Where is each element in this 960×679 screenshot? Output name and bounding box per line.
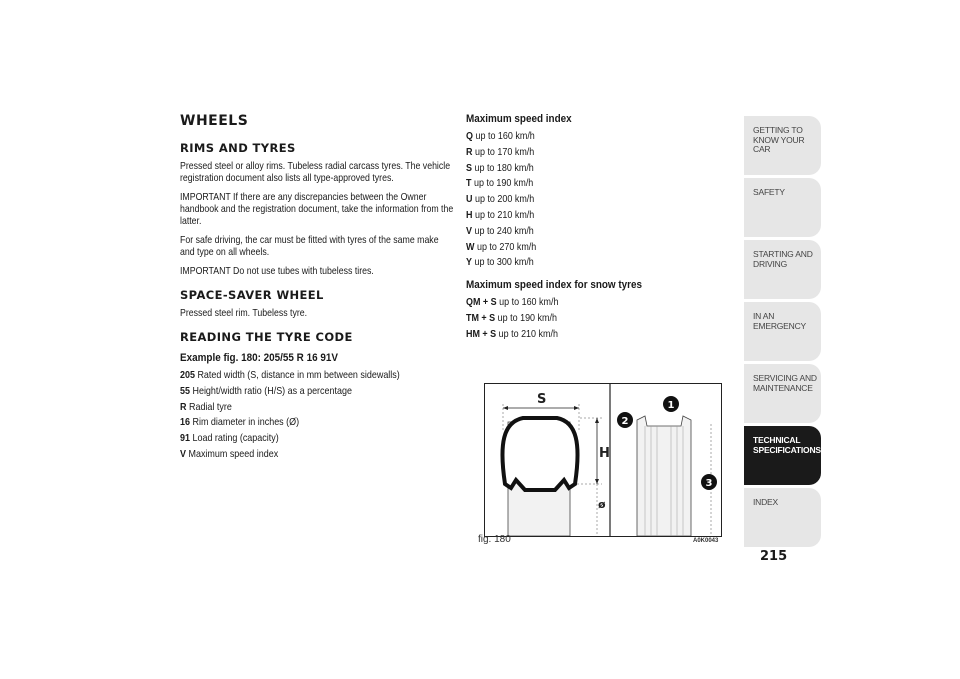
tyre-code-key: V	[180, 448, 186, 460]
figure-caption: fig. 180	[478, 534, 511, 545]
speed-index-key: R	[466, 146, 473, 158]
snow-speed-list	[466, 295, 716, 342]
speed-index-list	[466, 129, 716, 271]
snow-speed-row	[466, 327, 686, 343]
snow-speed-key: TM + S	[466, 312, 496, 324]
speed-index-row	[466, 224, 686, 240]
tyre-section	[502, 418, 577, 490]
tyre-code-heading: READING THE TYRE CODE	[180, 330, 353, 344]
rims-paragraph-4: IMPORTANT Do not use tubes with tubeless tires.	[180, 266, 374, 277]
rims-paragraph-1: Pressed steel or alloy rims. Tubeless radial carcass tyres. The vehicle registration document also lists all type-approved tyres.	[180, 161, 451, 184]
tyre-code-value: Rated width (S, distance in mm between sidewalls)	[197, 370, 400, 381]
tyre-code-row	[180, 431, 422, 447]
tyre-code-key: 55	[180, 385, 190, 397]
chapter-tab[interactable]: IN AN EMERGENCY	[744, 302, 821, 361]
speed-index-value: up to 180 km/h	[474, 162, 534, 174]
tyre-code-key: 91	[180, 433, 190, 445]
speed-index-key: V	[466, 225, 472, 237]
speed-index-value: up to 170 km/h	[474, 146, 535, 158]
speed-index-row	[466, 192, 686, 208]
svg-text:1: 1	[667, 400, 675, 411]
speed-index-value: up to 160 km/h	[475, 131, 535, 142]
section-title: WHEELS	[180, 113, 249, 129]
speed-index-value: up to 190 km/h	[473, 178, 534, 190]
snow-speed-value: up to 160 km/h	[499, 297, 559, 309]
speed-index-key: W	[466, 241, 475, 253]
svg-text:2: 2	[621, 416, 629, 427]
rims-paragraph-3: For safe driving, the car must be fitted with tyres of the same make and type on all wheels.	[180, 235, 439, 258]
tyre-code-key: R	[180, 401, 187, 413]
height-label: H	[599, 446, 610, 461]
tyre-diagram-svg	[485, 384, 721, 536]
rims-paragraph-2: IMPORTANT If there are any discrepancies between the Owner handbook and the registration document, take the information from the latter.	[180, 192, 454, 227]
chapter-tabs	[744, 116, 821, 550]
speed-index-key: Y	[466, 257, 472, 269]
tyre-code-value: Rim diameter in inches (Ø)	[192, 417, 300, 429]
speed-index-value: up to 300 km/h	[474, 257, 534, 269]
tyre-code-value: Height/width ratio (H/S) as a percentage	[192, 385, 352, 397]
spare-heading: SPACE-SAVER WHEEL	[180, 288, 324, 302]
left-column	[180, 113, 455, 463]
speed-index-row	[466, 161, 686, 177]
snow-speed-row	[466, 311, 686, 327]
width-label: S	[537, 392, 547, 407]
right-column	[466, 113, 716, 343]
speed-index-row	[466, 255, 686, 271]
speed-index-key: Q	[466, 131, 473, 142]
tyre-code-row	[180, 415, 422, 431]
speed-index-value: up to 210 km/h	[474, 209, 535, 221]
snow-speed-heading: Maximum speed index for snow tyres	[466, 279, 643, 292]
chapter-tab[interactable]: GETTING TO KNOW YOUR CAR	[744, 116, 821, 175]
chapter-tab[interactable]: TECHNICAL SPECIFICATIONS	[744, 426, 821, 485]
spare-paragraph: Pressed steel rim. Tubeless tyre.	[180, 308, 308, 319]
tyre-code-value: Load rating (capacity)	[192, 433, 279, 445]
snow-speed-key: QM + S	[466, 297, 497, 309]
speed-index-row	[466, 129, 686, 145]
tyre-code-key: 205	[180, 370, 195, 381]
svg-text:3: 3	[705, 478, 713, 489]
snow-speed-value: up to 190 km/h	[497, 312, 557, 324]
speed-index-row	[466, 240, 686, 256]
tyre-diagram	[484, 383, 722, 537]
snow-speed-row	[466, 295, 686, 311]
tyre-code-row	[180, 400, 422, 416]
tyre-code-value: Maximum speed index	[188, 448, 279, 460]
snow-speed-value: up to 210 km/h	[498, 328, 558, 340]
speed-index-key: H	[466, 209, 473, 221]
speed-index-value: up to 240 km/h	[474, 225, 534, 237]
tyre-code-row	[180, 447, 422, 463]
chapter-tab[interactable]: STARTING AND DRIVING	[744, 240, 821, 299]
speed-index-heading: Maximum speed index	[466, 113, 572, 125]
speed-index-key: S	[466, 162, 472, 174]
tyre-code-value: Radial tyre	[188, 401, 232, 413]
chapter-tab[interactable]: SAFETY	[744, 178, 821, 237]
speed-index-key: U	[466, 194, 473, 206]
page-number: 215	[760, 549, 788, 564]
snow-speed-key: HM + S	[466, 328, 497, 340]
tyre-code-row	[180, 368, 422, 384]
tyre-code-example: Example fig. 180: 205/55 R 16 91V	[180, 352, 338, 364]
speed-index-key: T	[466, 178, 472, 190]
speed-index-value: up to 270 km/h	[476, 241, 537, 253]
figure-code: A0K0043	[693, 538, 719, 544]
chapter-tab[interactable]: SERVICING AND MAINTENANCE	[744, 364, 821, 423]
tyre-code-row	[180, 384, 422, 400]
speed-index-value: up to 200 km/h	[474, 194, 535, 206]
speed-index-row	[466, 208, 686, 224]
tyre-code-list	[180, 368, 455, 463]
speed-index-row	[466, 176, 686, 192]
tyre-code-key: 16	[180, 417, 190, 429]
speed-index-row	[466, 145, 686, 161]
chapter-tab[interactable]: INDEX	[744, 488, 821, 547]
rims-heading: RIMS AND TYRES	[180, 141, 296, 155]
diameter-label: ø	[598, 498, 606, 511]
